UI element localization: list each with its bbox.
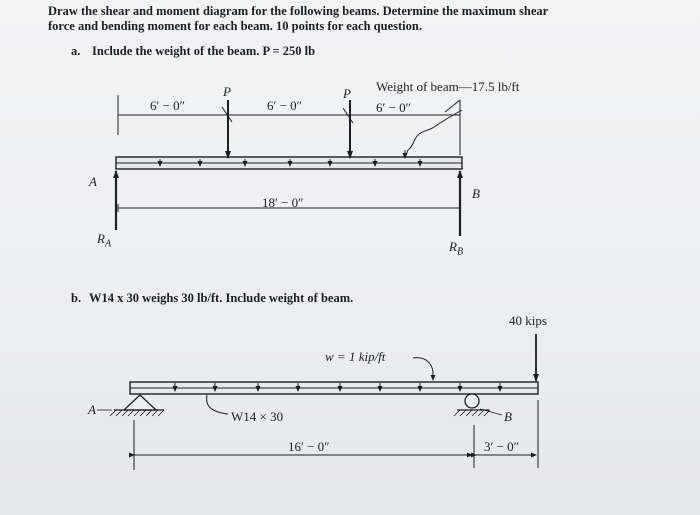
- point-load-label: 40 kips: [509, 313, 547, 328]
- problem-line-2: force and bending moment for each beam. 10 points for each question.: [48, 19, 422, 33]
- span-2-label: 6′ − 0″: [267, 98, 303, 113]
- support-b2-label: B: [504, 409, 512, 424]
- weight-of-beam-label: Weight of beam—17.5 lb/ft: [376, 79, 520, 94]
- support-a2-label: A: [88, 402, 96, 417]
- reaction-a-symbol: R: [97, 231, 105, 246]
- span-1-label: 6′ − 0″: [150, 98, 186, 113]
- distributed-load-label: w = 1 kip/ft: [325, 349, 386, 364]
- load-p1-label: P: [223, 84, 231, 99]
- reaction-b-subscript: B: [456, 246, 464, 258]
- part-a-label: a.: [71, 44, 81, 58]
- total-span-label: 18′ − 0″: [262, 195, 304, 210]
- reaction-a-subscript: A: [104, 238, 112, 250]
- section-leader: [207, 395, 228, 414]
- problem-line-1: Draw the shear and moment diagram for the following beams. Determine the maximum shear: [48, 4, 549, 18]
- weight-leader-line: [405, 110, 462, 158]
- reaction-b-symbol: R: [449, 239, 457, 254]
- pin-support-a: [124, 395, 156, 410]
- load-p2-label: P: [343, 86, 351, 101]
- part-b-text: W14 x 30 weighs 30 lb/ft. Include weight of beam.: [89, 291, 354, 305]
- overhang-span-label: 3′ − 0″: [484, 439, 520, 454]
- section-label: W14 × 30: [231, 409, 284, 424]
- main-span-label: 16′ − 0″: [288, 439, 330, 454]
- roller-support-b: [465, 394, 479, 408]
- part-a-text: Include the weight of the beam. P = 250 lb: [92, 44, 316, 58]
- support-a-label: A: [89, 174, 97, 189]
- support-b-label: B: [472, 186, 480, 201]
- part-b-label: b.: [71, 291, 82, 305]
- span-3-label: 6′ − 0″: [376, 100, 412, 115]
- dist-load-leader: [413, 358, 433, 379]
